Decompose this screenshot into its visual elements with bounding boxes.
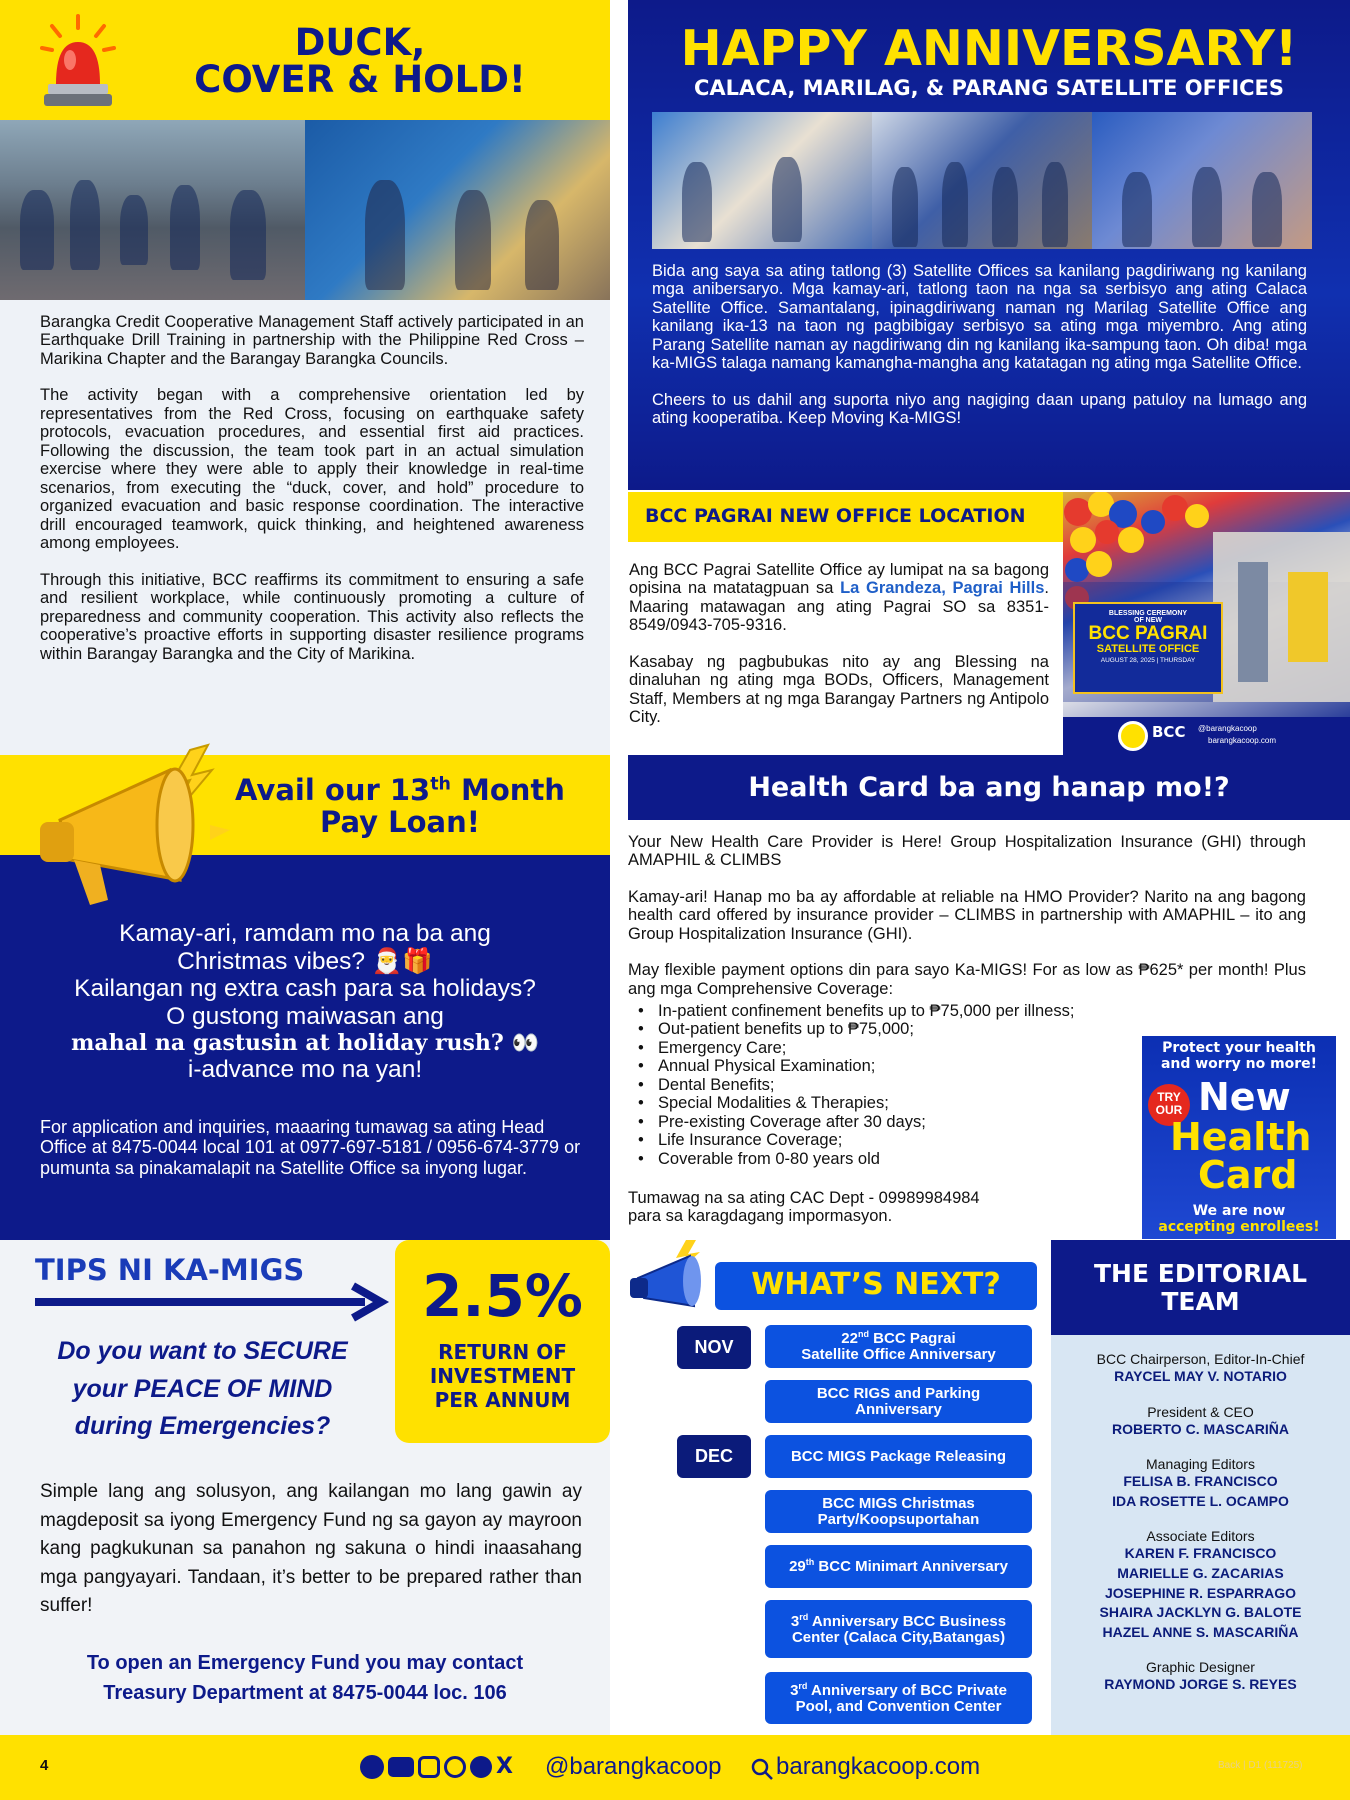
promo-card: Card: [1198, 1153, 1298, 1197]
footer-handle[interactable]: @barangkacoop: [545, 1753, 722, 1780]
duck-p2: The activity began with a comprehensive orientation led by representatives from the Red Cross, focusing on earthquake safety protocols, evacuation procedures, and essential first aid practices. Following the discussion, the team took part in an actual simulation exercise where they were able to apply their knowledge in real-time scenarios, from executing the “duck, cover, and hold” procedure to organized evacuation and basic response coordination. The interactive drill encouraged teamwork, quick thinking, and heightened awareness among employees.: [40, 386, 584, 553]
pagrai-banner-l4: SATELLITE OFFICE: [1096, 643, 1200, 655]
event-7-b: Anniversary of BCC Private: [807, 1681, 1007, 1699]
event-1-b: BCC Pagrai: [868, 1330, 956, 1348]
editorial-name: RAYMOND JORGE S. REYES: [1104, 1676, 1297, 1693]
event-1-line1: [841, 1330, 955, 1347]
pagrai-body: [629, 561, 1049, 727]
promo-top1: Protect your health: [1162, 1040, 1316, 1056]
tips-contact: [20, 1648, 590, 1708]
anniv-body: [652, 262, 1307, 428]
editorial-role: Graphic Designer: [1146, 1659, 1255, 1676]
tips-title: TIPS NI KA-MIGS: [35, 1253, 305, 1287]
loan-l4: O gustong maiwasan ang: [166, 1003, 444, 1031]
editorial-name: RAYCEL MAY V. NOTARIO: [1114, 1368, 1287, 1384]
anniv-title: HAPPY ANNIVERSARY!: [680, 20, 1298, 77]
pagrai-logo-text: BCC: [1152, 723, 1186, 741]
event-minimart: [765, 1545, 1032, 1588]
anniv-p1: Bida ang saya sa ating tatlong (3) Satellite Offices sa kanilang pagdiriwang ng kanilang mga anibersaryo. Mga kamay-ari, tatlong taon na nga sa serbisyo ang ating Calaca Satellite Office. Samantalang, ipinagdiriwang naman ng Marilag Satellite Office ang kanilang ika-13 na taon ng pagbibigay serbisyo sa ating mga miyembro. Ang ating Parang Satellite naman ay nagdiriwang din ng kanilang ika-sampung taon. Oh diba! mga ka-MIGS talaga namang kamangha-mangha ang katatagan ng ating mga Satellite Office.: [652, 262, 1307, 373]
event-5-b: BCC Minimart Anniversary: [814, 1558, 1008, 1576]
health-call-l2: para sa karagdagang impormasyon.: [628, 1207, 893, 1226]
editorial-name: JOSEPHINE R. ESPARRAGO: [1104, 1584, 1297, 1601]
duck-p3: Through this initiative, BCC reaffirms its commitment to ensuring a safe and resilient workplace, while continuously promoting a culture of preparedness and community cooperation. This activity also reflects the cooperative’s proactive efforts in supporting disaster resilience programs within Barangay Barangka and the City of Marikina.: [40, 570, 584, 663]
footer-site[interactable]: barangkacoop.com: [776, 1753, 981, 1780]
tips-contact-l2: Treasury Department at 8475-0044 loc. 106: [103, 1682, 507, 1704]
event-6-line2: Center (Calaca City,Batangas): [791, 1628, 1006, 1646]
megaphone-icon: [30, 730, 240, 910]
duck-p1: Barangka Credit Cooperative Management Staff actively participated in an Earthquake Drill Training in partnership with the Philippine Red Cross – Marikina Chapter and the Barangay Barangka Councils.: [40, 313, 584, 368]
editorial-name: KAREN F. FRANCISCO: [1124, 1545, 1277, 1562]
rate-l2: INVESTMENT: [429, 1364, 576, 1388]
event-6-b: Anniversary BCC Business: [808, 1612, 1007, 1630]
promo-top2: and worry no more!: [1160, 1056, 1318, 1072]
editorial-role: Associate Editors: [1146, 1528, 1255, 1545]
editorial-title-l1: THE EDITORIAL: [1093, 1259, 1308, 1288]
promo-try1: TRY: [1157, 1090, 1181, 1104]
event-4-line2: Party/Koopsuportahan: [817, 1510, 980, 1528]
event-1-num: 22: [841, 1330, 858, 1348]
promo-new: New: [1198, 1075, 1291, 1119]
calaca-photo: [652, 112, 872, 249]
duck-body: [40, 313, 584, 663]
tips-q1: Do you want to SECURE: [57, 1337, 348, 1365]
loan-l6: i-advance mo na yan!: [187, 1055, 423, 1083]
siren-icon: [38, 12, 118, 112]
list-item: • Special Modalities & Therapies;: [628, 1094, 1148, 1112]
event-5-num: 29: [789, 1558, 806, 1576]
event-6-line1: [791, 1613, 1006, 1630]
event-7-num: 3: [790, 1681, 799, 1699]
pagrai-photo: [1063, 492, 1350, 717]
instagram-icon[interactable]: [418, 1756, 440, 1778]
event-6-num: 3: [790, 1612, 800, 1630]
event-2-line1: BCC RIGS and Parking: [816, 1384, 981, 1402]
duck-title: [170, 21, 550, 101]
facebook-icon[interactable]: [360, 1755, 384, 1779]
editorial-title-l2: TEAM: [1161, 1286, 1240, 1316]
pagrai-site: barangkacoop.com: [1208, 736, 1277, 745]
event-7-line1: [790, 1682, 1007, 1699]
event-migs-christmas: [765, 1490, 1032, 1533]
tips-contact-l1: To open an Emergency Fund you may contact: [86, 1652, 524, 1674]
event-rigs-parking: [765, 1380, 1032, 1423]
arrow-right-icon: [35, 1282, 390, 1322]
tips-q3: during Emergencies?: [74, 1412, 331, 1440]
promo-b1: We are now: [1192, 1203, 1286, 1219]
editorial-name: MARIELLE G. ZACARIAS: [1117, 1564, 1284, 1581]
pagrai-footer-bar: [1063, 717, 1350, 755]
event-pool-convention: [765, 1672, 1032, 1724]
event-migs-package: [765, 1435, 1032, 1478]
editorial-title: [1051, 1260, 1350, 1315]
event-2-line2: Anniversary: [855, 1400, 942, 1418]
promo-try2: OUR: [1155, 1102, 1183, 1117]
youtube-icon[interactable]: [388, 1757, 414, 1777]
list-item: • In-patient confinement benefits up to ₱75,000 per illness;: [628, 1002, 1148, 1020]
pagrai-p1: [629, 561, 1049, 635]
list-item: • Out-patient benefits up to ₱75,000;: [628, 1020, 1148, 1038]
health-call: [628, 1189, 1048, 1226]
rate-value: 2.5%: [422, 1262, 583, 1330]
anniv-p2: Cheers to us dahil ang suporta niyo ang nagiging daan upang patuloy na lumago ang ating kooperatiba. Keep Moving Ka-MIGS!: [652, 390, 1307, 428]
event-6-sup: rd: [799, 1611, 809, 1622]
health-p3: May flexible payment options din para sayo Ka-MIGS! For as low as ₱625* per month! Plus ang mga Comprehensive Coverage:: [628, 961, 1306, 998]
parang-photo: [1092, 112, 1312, 249]
bcc-logo: [1118, 721, 1148, 751]
list-item: • Dental Benefits;: [628, 1076, 1148, 1094]
editorial-role: President & CEO: [1147, 1403, 1254, 1420]
megaphone-blue-icon: [628, 1238, 723, 1318]
tips-question: [25, 1333, 380, 1446]
event-5-line1: [789, 1558, 1008, 1575]
editorial-name: FELISA B. FRANCISCO: [1123, 1473, 1278, 1490]
drill-office-photo: [305, 120, 610, 300]
list-item: • Emergency Care;: [628, 1039, 1148, 1057]
loan-l5: mahal na gastusin at holiday rush? 👀: [71, 1029, 539, 1056]
loan-l2: Christmas vibes? 🎅🎁: [177, 947, 433, 975]
threads-icon[interactable]: [444, 1756, 466, 1778]
event-business-center: [765, 1600, 1032, 1658]
month-nov: NOV: [677, 1326, 751, 1369]
list-item: • Life Insurance Coverage;: [628, 1131, 1148, 1149]
list-item: • Annual Physical Examination;: [628, 1057, 1148, 1075]
event-1-sup: nd: [857, 1329, 869, 1340]
loan-title-sup: th: [430, 774, 451, 795]
promo-b2: accepting enrollees!: [1158, 1219, 1320, 1235]
social-icons: [360, 1755, 513, 1781]
tiktok-icon[interactable]: [470, 1756, 492, 1778]
loan-l3: Kailangan ng extra cash para sa holidays?: [74, 975, 536, 1003]
tips-body: Simple lang ang solusyon, ang kailangan mo lang gawin ay magdeposit sa iyong Emergency Fund ng sa gayon ay mayroon kang pagkukunan sa panahon ng sakuna o hindi inaasahang mga pangyayari. Tandaan, it’s better to be prepared rather than suffer!: [40, 1481, 582, 1616]
tips-q2: your PEACE OF MIND: [72, 1374, 333, 1403]
pagrai-banner: [1073, 602, 1223, 694]
event-pagrai-anniversary: [765, 1325, 1032, 1368]
event-1-line2: Satellite Office Anniversary: [801, 1346, 996, 1363]
pagrai-banner-l1: BLESSING CEREMONY: [1108, 610, 1188, 617]
loan-title-b: Month: [450, 773, 565, 807]
editorial-name: SHAIRA JACKLYN G. BALOTE: [1099, 1604, 1302, 1621]
editorial-role: Managing Editors: [1146, 1456, 1255, 1473]
duck-title-line1: DUCK,: [294, 21, 426, 64]
rate-l1: RETURN OF: [438, 1340, 567, 1364]
pagrai-p1-b: . Maaring matawagan ang ating Pagrai SO sa 8351-8549/0943-705-9316.: [629, 579, 1049, 635]
promo-health: Health: [1170, 1115, 1312, 1159]
month-dec: DEC: [677, 1435, 751, 1478]
editorial-name: ROBERTO C. MASCARIÑA: [1111, 1420, 1290, 1437]
health-call-l1: Tumawag na sa ating CAC Dept - 09989984984: [628, 1189, 980, 1207]
event-3-line1: BCC MIGS Package Releasing: [790, 1447, 1007, 1465]
pagrai-p2: Kasabay ng pagbubukas nito ay ang Blessing na dinaluhan ng ating mga BODs, Officers, Management Staff, Members at ng mga Barangay Partners ng Antipolo City.: [629, 652, 1049, 727]
pagrai-location-link[interactable]: La Grandeza, Pagrai Hills: [840, 579, 1045, 598]
loan-title-a: Avail our 13: [235, 773, 431, 807]
pagrai-banner-l5: AUGUST 28, 2025 | THURSDAY: [1100, 657, 1196, 664]
loan-l1: Kamay-ari, ramdam mo na ba ang: [119, 920, 491, 947]
health-promo: [1142, 1036, 1336, 1239]
health-p1: Your New Health Care Provider is Here! Group Hospitalization Insurance (GHI) through AMAPHIL & CLIMBS: [628, 833, 1306, 870]
loan-contact: For application and inquiries, maaaring tumawag sa ating Head Office at 8475-0044 local 101 at 0977-697-5181 / 0956-674-3779 or pumunta sa pinakamalapit na Satellite Office sa inyong lugar.: [40, 1117, 581, 1178]
pagrai-banner-l3: BCC PAGRAI: [1088, 623, 1208, 644]
x-icon[interactable]: X: [496, 1754, 513, 1779]
health-title: Health Card ba ang hanap mo!?: [748, 772, 1230, 803]
health-p2: Kamay-ari! Hanap mo ba ay affordable at reliable na HMO Provider? Narito na ang bagong health card offered by insurance provider – CLIMBS in partnership with AMAPHIL – ito ang Group Hospitalization Insurance (GHI).: [628, 887, 1306, 943]
pagrai-banner-l2: OF NEW: [1134, 617, 1162, 624]
event-4-line1: BCC MIGS Christmas: [822, 1494, 975, 1512]
rate-l3: PER ANNUM: [434, 1388, 571, 1412]
drill-street-photo: [0, 120, 305, 300]
health-coverage-list: [628, 1002, 1148, 1168]
editorial-name: HAZEL ANNE S. MASCARIÑA: [1102, 1623, 1299, 1640]
loan-title-line2: Pay Loan!: [320, 804, 480, 839]
list-item: • Coverable from 0-80 years old: [628, 1150, 1148, 1168]
event-7-sup: rd: [798, 1680, 808, 1691]
loan-pitch: [20, 920, 590, 1083]
next-title: WHAT’S NEXT?: [751, 1267, 1001, 1302]
editorial-name: IDA ROSETTE L. OCAMPO: [1112, 1492, 1289, 1509]
loan-title-line1: [210, 775, 590, 807]
marilag-photo: [872, 112, 1092, 249]
health-body: [628, 833, 1306, 998]
anniv-subtitle: CALACA, MARILAG, & PARANG SATELLITE OFFICES: [693, 76, 1285, 100]
event-5-sup: th: [805, 1557, 815, 1568]
loan-title: [210, 775, 590, 839]
pagrai-p1-a: Ang BCC Pagrai Satellite Office ay lumipat na sa bagong opisina na matatagpuan sa: [629, 561, 1049, 598]
editorial-role: BCC Chairperson, Editor-In-Chief: [1096, 1351, 1305, 1367]
pagrai-title: BCC PAGRAI NEW OFFICE LOCATION: [645, 505, 1026, 527]
search-icon: [750, 1757, 774, 1781]
list-item: • Pre-existing Coverage after 30 days;: [628, 1113, 1148, 1131]
rate-label: [395, 1340, 610, 1412]
pagrai-handle: @barangkacoop: [1198, 724, 1257, 733]
page-number: 4: [40, 1757, 49, 1774]
duck-title-line2: COVER & HOLD!: [194, 58, 526, 101]
editorial-list: [1051, 1335, 1350, 1695]
event-7-line2: Pool, and Convention Center: [795, 1697, 1002, 1715]
footer-code: Back | D1 (111725): [1218, 1760, 1303, 1771]
